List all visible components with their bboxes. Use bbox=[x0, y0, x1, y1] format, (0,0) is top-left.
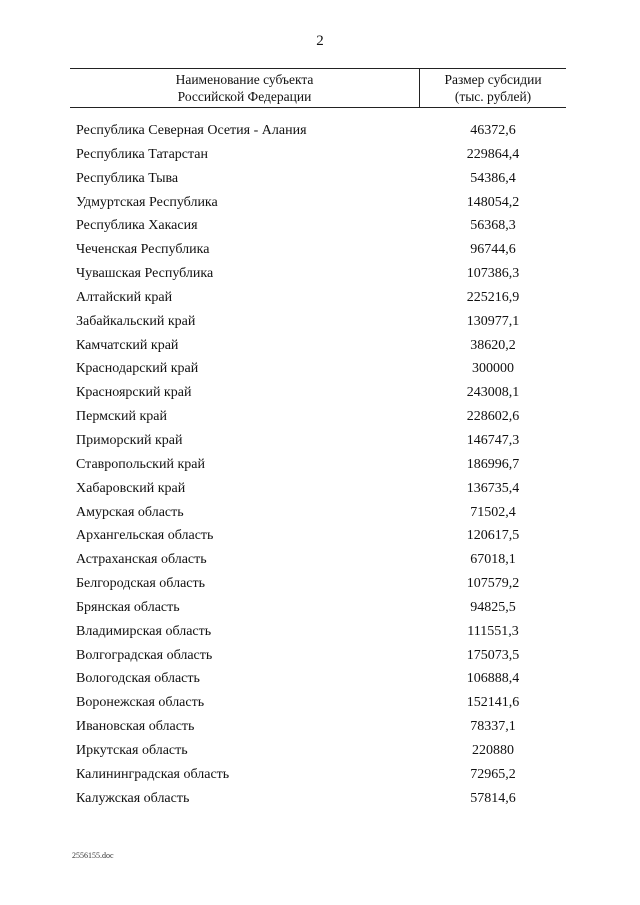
region-name: Брянская область bbox=[76, 599, 180, 615]
region-name: Республика Тыва bbox=[76, 170, 179, 186]
table-row bbox=[0, 119, 640, 143]
subsidy-amount: 71502,4 bbox=[470, 504, 516, 520]
region-name: Камчатский край bbox=[76, 337, 179, 353]
subsidy-amount: 186996,7 bbox=[466, 456, 520, 472]
subsidy-amount: 67018,1 bbox=[470, 552, 516, 568]
subsidy-amount: 146747,3 bbox=[466, 432, 520, 448]
table-row bbox=[0, 501, 640, 525]
table-row bbox=[0, 214, 640, 238]
subsidy-amount: 152141,6 bbox=[466, 695, 520, 711]
subsidy-amount: 57814,6 bbox=[470, 790, 516, 806]
subsidy-amount: 130977,1 bbox=[466, 313, 520, 329]
column-header-subsidy bbox=[420, 69, 566, 109]
subsidy-amount: 106888,4 bbox=[466, 671, 520, 687]
region-name: Владимирская область bbox=[76, 623, 212, 639]
subsidy-amount: 148054,2 bbox=[466, 194, 520, 210]
subsidy-amount: 94825,5 bbox=[470, 599, 516, 615]
region-name: Удмуртская Республика bbox=[76, 194, 218, 210]
region-name: Чеченская Республика bbox=[76, 242, 210, 258]
subsidy-amount: 175073,5 bbox=[466, 647, 520, 663]
region-name: Калининградская область bbox=[76, 766, 230, 782]
region-name: Амурская область bbox=[76, 504, 184, 520]
column-header-region bbox=[70, 69, 420, 107]
region-name: Хабаровский край bbox=[76, 480, 186, 496]
subsidy-amount: 78337,1 bbox=[470, 719, 516, 735]
table-row bbox=[0, 405, 640, 429]
region-name: Республика Татарстан bbox=[76, 146, 209, 162]
table-row bbox=[0, 667, 640, 691]
subsidy-amount: 56368,3 bbox=[470, 218, 516, 234]
table-row bbox=[0, 191, 640, 215]
region-name: Краснодарский край bbox=[76, 361, 199, 377]
table-body bbox=[0, 119, 640, 810]
table-row bbox=[0, 381, 640, 405]
table-row bbox=[0, 596, 640, 620]
region-name: Республика Северная Осетия - Алания bbox=[76, 123, 307, 138]
subsidy-amount: 46372,6 bbox=[470, 123, 516, 138]
table-row bbox=[0, 429, 640, 453]
subsidy-amount: 136735,4 bbox=[466, 480, 520, 496]
column-header-subsidy-line2: (тыс. рублей) bbox=[454, 89, 532, 104]
region-name: Ивановская область bbox=[76, 719, 195, 735]
subsidy-amount: 120617,5 bbox=[466, 528, 520, 544]
region-name: Воронежская область bbox=[76, 695, 205, 711]
subsidy-amount: 72965,2 bbox=[470, 766, 516, 782]
column-header-region-line2: Российской Федерации bbox=[177, 89, 312, 104]
table-row bbox=[0, 310, 640, 334]
subsidy-amount: 225216,9 bbox=[466, 289, 520, 305]
table-row bbox=[0, 238, 640, 262]
table-row bbox=[0, 477, 640, 501]
region-name: Ставропольский край bbox=[76, 456, 205, 472]
region-name: Белгородская область bbox=[76, 576, 206, 592]
table-row bbox=[0, 691, 640, 715]
table-row bbox=[0, 262, 640, 286]
region-name: Чувашская Республика bbox=[76, 266, 214, 282]
table-row bbox=[0, 357, 640, 381]
table-row bbox=[0, 143, 640, 167]
region-name: Забайкальский край bbox=[76, 313, 196, 329]
region-name: Вологодская область bbox=[76, 671, 200, 687]
subsidy-amount: 107579,2 bbox=[466, 576, 520, 592]
table-row bbox=[0, 787, 640, 811]
subsidy-amount: 229864,4 bbox=[466, 146, 520, 162]
subsidy-amount: 243008,1 bbox=[466, 385, 520, 401]
document-reference: 2556155.doc bbox=[72, 851, 114, 860]
table-row bbox=[0, 548, 640, 572]
subsidy-amount: 107386,3 bbox=[466, 266, 520, 282]
region-name: Калужская область bbox=[76, 790, 190, 806]
region-name: Пермский край bbox=[76, 409, 167, 425]
subsidy-amount: 38620,2 bbox=[470, 337, 516, 353]
subsidy-amount: 300000 bbox=[472, 361, 514, 377]
subsidy-amount: 96744,6 bbox=[470, 242, 516, 258]
region-name: Иркутская область bbox=[76, 742, 188, 758]
region-name: Красноярский край bbox=[76, 385, 192, 401]
subsidy-amount: 54386,4 bbox=[470, 170, 516, 186]
subsidy-amount: 228602,6 bbox=[466, 409, 520, 425]
table-row bbox=[0, 167, 640, 191]
page-number: 2 bbox=[316, 33, 324, 49]
subsidy-amount: 220880 bbox=[472, 742, 514, 758]
table-row bbox=[0, 739, 640, 763]
region-name: Алтайский край bbox=[76, 289, 173, 305]
table-row bbox=[0, 524, 640, 548]
region-name: Приморский край bbox=[76, 432, 183, 448]
table-row bbox=[0, 763, 640, 787]
region-name: Астраханская область bbox=[76, 552, 207, 568]
column-header-subsidy-line1: Размер субсидии bbox=[444, 72, 542, 87]
region-name: Архангельская область bbox=[76, 528, 214, 544]
table-row bbox=[0, 572, 640, 596]
region-name: Волгоградская область bbox=[76, 647, 213, 663]
table-row bbox=[0, 453, 640, 477]
region-name: Республика Хакасия bbox=[76, 218, 198, 234]
table-row bbox=[0, 334, 640, 358]
table-row bbox=[0, 286, 640, 310]
table-row bbox=[0, 620, 640, 644]
table-row bbox=[0, 715, 640, 739]
column-header-region-line1: Наименование субъекта bbox=[175, 72, 314, 87]
subsidy-amount: 111551,3 bbox=[467, 623, 519, 639]
table-header bbox=[70, 68, 566, 108]
table-row bbox=[0, 644, 640, 668]
